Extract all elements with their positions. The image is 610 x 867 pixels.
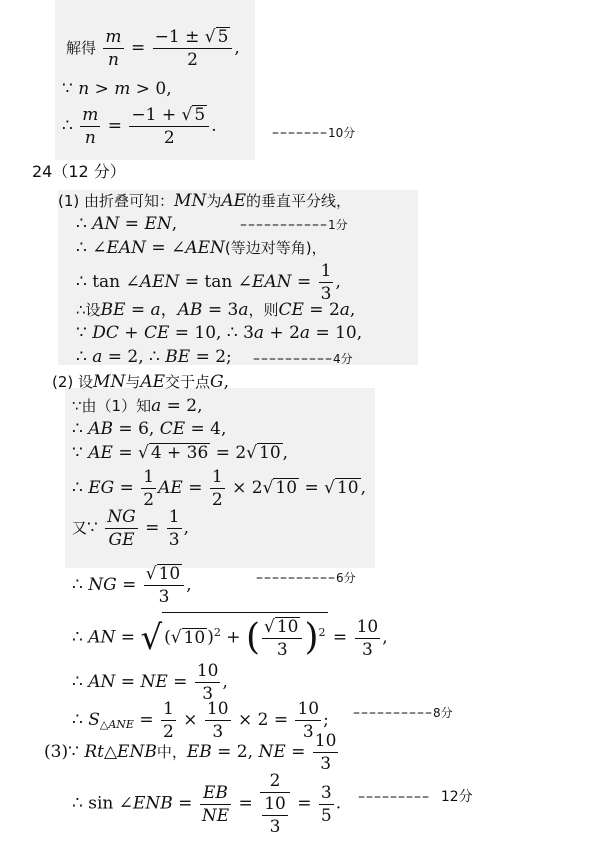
line-an-en: ∴ AN = EN, bbox=[76, 214, 178, 234]
line-n-gt-m: ∵ n > m > 0, bbox=[62, 79, 172, 99]
score-mark-1: –––––––––––1分 bbox=[240, 217, 348, 233]
line-eg: ∴ EG = $\frac{1}{2}$ AE = $\frac{1}{2}$ × 2√ 10 = √ 10 , bbox=[72, 467, 366, 510]
line-from-1: ∵由（1）知a = 2, bbox=[72, 396, 203, 416]
question-24-header: 24（12 分） bbox=[32, 162, 126, 181]
line-ng: ∴ NG = $\frac{√ 10}{3}$ , bbox=[72, 564, 192, 607]
line-ng-ge: 又∵ $\frac{NG}{GE}$ = $\frac{1}{3}$ , bbox=[72, 507, 190, 550]
score-mark-12: ––––––––– 12分 bbox=[358, 789, 473, 805]
line-an-sqrt: ∴ AN = √(√ 10 )$^2$ + ( $\frac{√ 10}{3}$ )$^2$ = $\frac{10}{3}$ , bbox=[72, 612, 388, 661]
line-angle-eq: ∴ ∠EAN = ∠AEN(等边对等角)， bbox=[76, 238, 327, 258]
line-tan: ∴ tan ∠AEN = tan ∠EAN = $\frac{1}{3}$ , bbox=[76, 261, 341, 304]
line-ae: ∵ AE = √ 4 + 36 = 2√ 10 , bbox=[72, 443, 289, 463]
line-dc-ce: ∵ DC + CE = 10, ∴ 3a + 2a = 10, bbox=[76, 323, 363, 343]
part3-intro: (3)∵ Rt△ENB中，EB = 2, NE = $\frac{10}{3}$ bbox=[44, 731, 337, 774]
line-set-be: ∴设BE = a，AB = 3a，则CE = 2a, bbox=[76, 300, 356, 320]
line-ab-ce: ∴ AB = 6, CE = 4, bbox=[72, 419, 227, 439]
line-area: ∴ $S_{\triangle ANE}$ = $\frac{1}{2}$ × $\frac{10}{3}$ × 2 = $\frac{10}{3}$ ; bbox=[72, 699, 329, 742]
line-an-ne: ∴ AN = NE = $\frac{10}{3}$ , bbox=[72, 661, 228, 704]
score-mark-4: ––––––––––4分 bbox=[253, 351, 353, 367]
part2-intro: (2) 设MN与AE交于点G, bbox=[52, 372, 230, 392]
line-a-be: ∴ a = 2, ∴ BE = 2; bbox=[76, 347, 232, 367]
score-mark-8: ––––––––––8分 bbox=[353, 705, 453, 721]
score-mark-6: ––––––––––6分 bbox=[256, 570, 356, 586]
part1-intro: (1) 由折叠可知：MN为AE的垂直平分线， bbox=[58, 191, 352, 211]
line-ratio-result: ∴ $\frac{m}{n}$ = $\frac{-1 + √ 5}{2}$ . bbox=[62, 105, 217, 148]
line-sin: ∴ sin ∠ENB = $\frac{EB}{NE}$ = $\frac{2}{\frac{10}{3}}$ = $\frac{3}{5}$ . bbox=[72, 771, 342, 837]
line-solve-ratio: 解得 $\frac{m}{n}$ = $\frac{-1 \pm √ 5}{2}$ , bbox=[66, 27, 240, 70]
score-mark-10: –––––––10分 bbox=[272, 125, 356, 141]
